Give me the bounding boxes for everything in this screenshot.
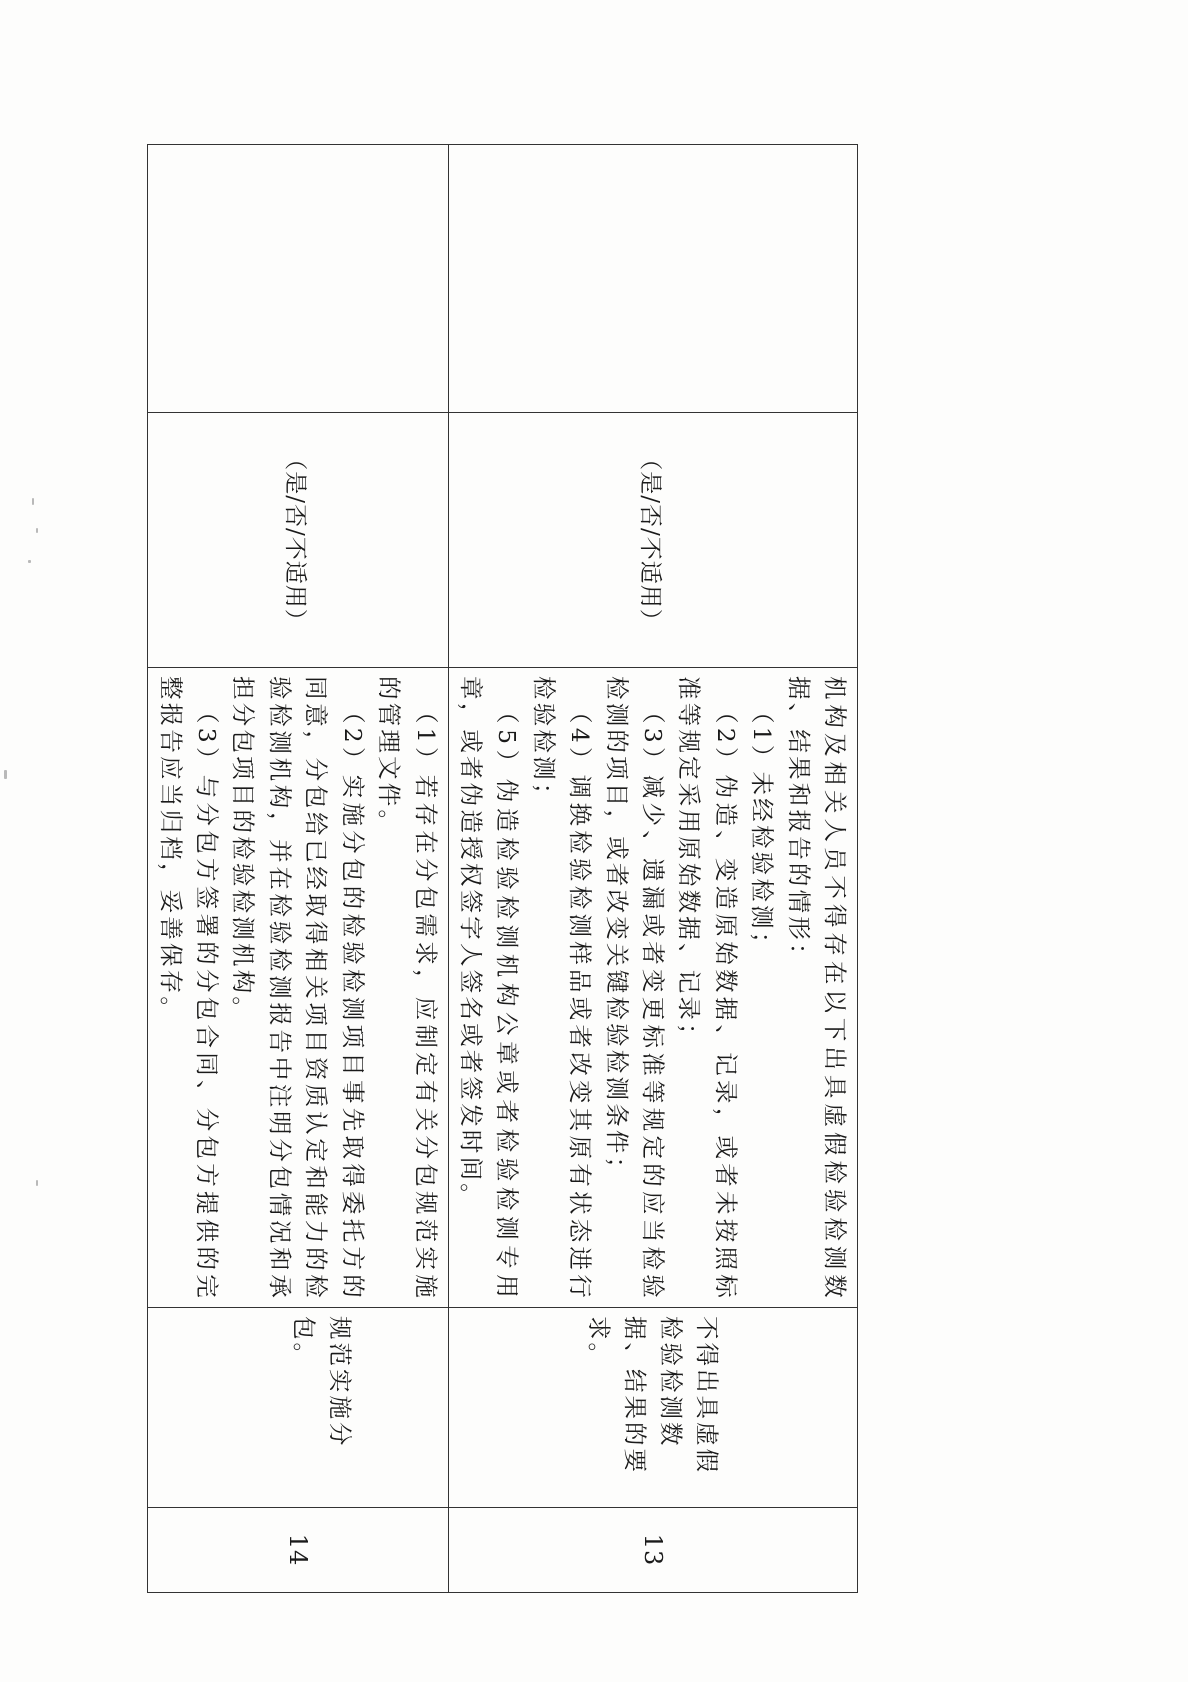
requirements-cell [448,668,857,1308]
rotated-table-wrapper [156,144,858,1592]
table-row [448,145,857,1593]
remark-cell [148,145,448,413]
item-cell: 不得出具虚假检验检测数据、结果的要求。 [448,1308,857,1508]
requirements-cell [148,668,448,1308]
requirement-text: （1）若存在分包需求，应制定有关分包规范实施的管理文件。 [375,676,440,1301]
requirement-text: （2）伪造、变造原始数据、记录，或者未按照标准等规定采用原始数据、记录； [675,676,740,1301]
scan-speck [4,770,7,779]
row-number: 13 [448,1508,857,1593]
remark-cell [448,145,857,413]
scan-speck [28,560,31,563]
requirement-text: 机构及相关人员不得存在以下出具虚假检验检测数据、结果和报告的情形： [784,676,849,1301]
row-number: 14 [148,1508,448,1593]
judgement-cell: （是/否/不适用） [148,413,448,668]
inspection-table [147,144,858,1593]
scan-speck [32,498,34,505]
requirement-text: （4）调换检验检测样品或者改变其原有状态进行检验检测； [529,676,595,1301]
item-cell: 规范实施分包。 [148,1308,448,1508]
table-row [148,145,448,1593]
scan-speck [36,1180,38,1186]
requirement-text: （3）减少、遗漏或者变更标准等规定的应当检验检测的项目，或者改变关键检验检测条件； [602,676,667,1301]
scan-speck [36,528,38,533]
requirement-text: （2）实施分包的检验检测项目事先取得委托方的同意，分包给已经取得相关项目资质认定和能力的检验检测机构，并在检验检测报告中注明分包情况和承担分包项目的检验检测机构。 [229,676,367,1301]
judgement-cell: （是/否/不适用） [448,413,857,668]
requirement-text: （3）与分包方签署的分包合同、分包方提供的完整报告应当归档，妥善保存。 [156,676,222,1301]
requirement-text: （1）未经检验检测； [748,700,777,959]
requirement-text: （5）伪造检验检测机构公章或者检验检测专用章，或者伪造授权签字人签名或者签发时间。 [456,676,522,1301]
